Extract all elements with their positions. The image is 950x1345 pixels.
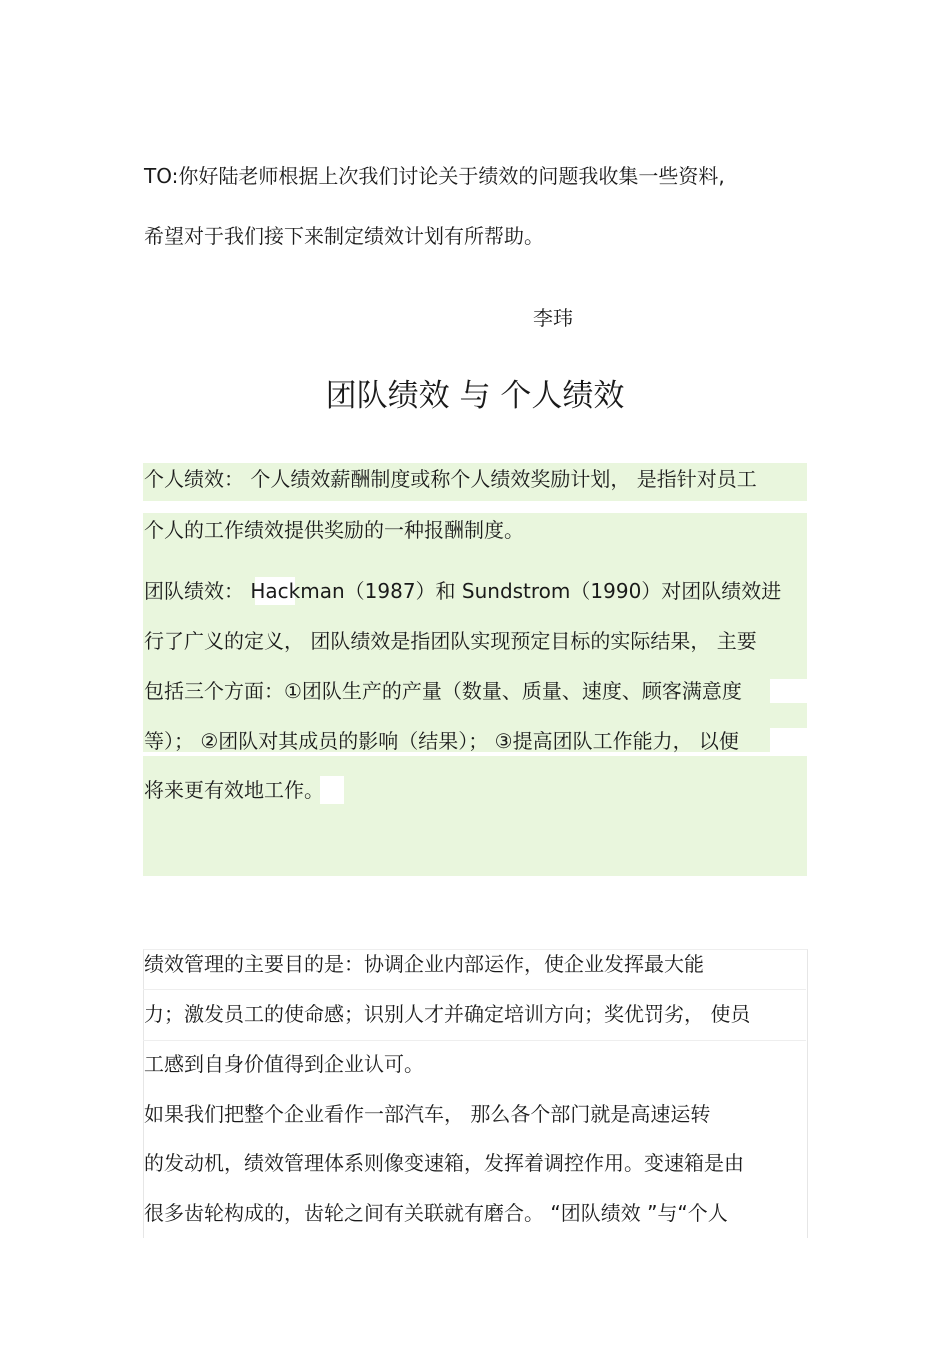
highlight-gap	[143, 501, 807, 513]
definition-line: 包括三个方面：①团队生产的产量（数量、质量、速度、顾客满意度	[144, 679, 742, 703]
body-line: 的发动机，绩效管理体系则像变速箱，发挥着调控作用。变速箱是由	[144, 1151, 744, 1175]
divider	[143, 989, 806, 990]
definition-line: 个人的工作绩效提供奖励的一种报酬制度。	[144, 518, 524, 542]
body-text-box	[143, 949, 808, 1238]
signature: 李玮	[533, 306, 573, 330]
greeting-line-1: TO:你好陆老师根据上次我们讨论关于绩效的问题我收集一些资料,	[144, 164, 725, 188]
document-title: 团队绩效 与 个人绩效	[325, 378, 625, 414]
greeting-line-2: 希望对于我们接下来制定绩效计划有所帮助。	[144, 224, 544, 248]
divider	[143, 1040, 806, 1041]
body-line: 很多齿轮构成的，齿轮之间有关联就有磨合。 “团队绩效 ”与“个人	[144, 1201, 728, 1225]
highlight-gap	[770, 679, 807, 703]
definition-line: 等）； ②团队对其成员的影响（结果）； ③提高团队工作能力， 以便	[144, 729, 739, 753]
body-line: 如果我们把整个企业看作一部汽车， 那么各个部门就是高速运转	[144, 1102, 711, 1126]
highlight-gap	[770, 728, 807, 753]
definition-line: 团队绩效： Hackman（1987）和 Sundstrom（1990）对团队绩效进	[144, 579, 782, 603]
body-line: 工感到自身价值得到企业认可。	[144, 1052, 424, 1076]
definition-line: 个人绩效： 个人绩效薪酬制度或称个人绩效奖励计划， 是指针对员工	[144, 467, 757, 491]
definition-line: 将来更有效地工作。	[144, 778, 324, 802]
body-line: 力；激发员工的使命感；识别人才并确定培训方向；奖优罚劣， 使员	[144, 1002, 751, 1026]
definition-line: 行了广义的定义， 团队绩效是指团队实现预定目标的实际结果， 主要	[144, 629, 757, 653]
body-line: 绩效管理的主要目的是：协调企业内部运作，使企业发挥最大能	[144, 952, 704, 976]
